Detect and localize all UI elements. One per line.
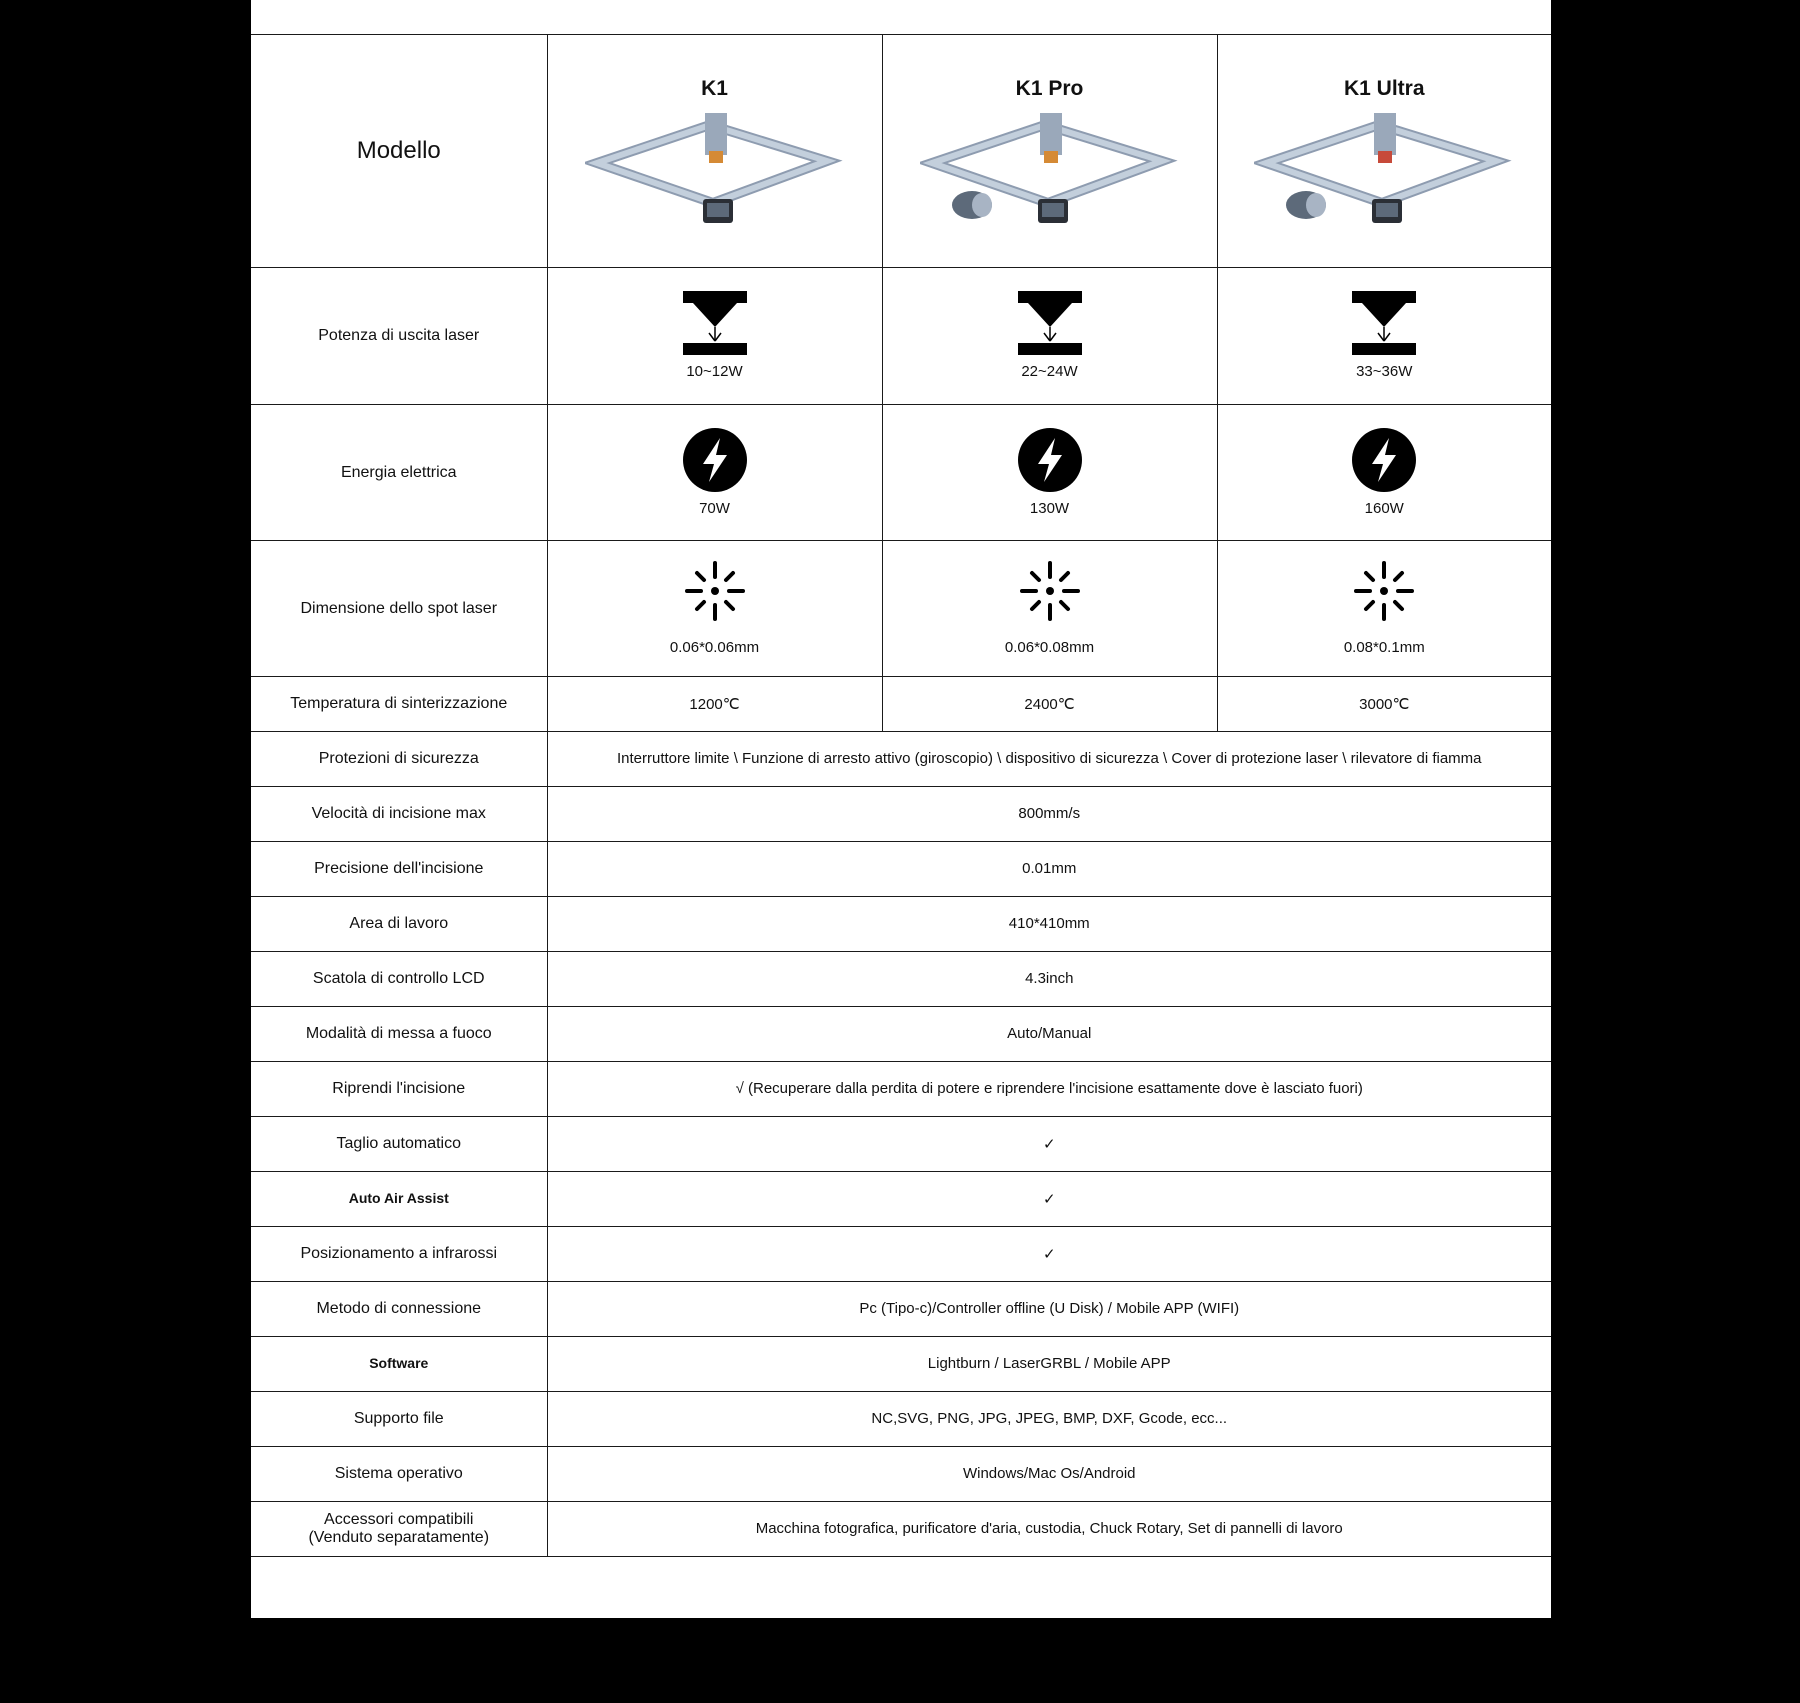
power-k1pro-cell	[882, 268, 1217, 405]
laser-beam-icon	[1352, 291, 1416, 355]
model-row	[251, 35, 1551, 268]
accessories-value: Macchina fotografica, purificatore d'aria, custodia, Chuck Rotary, Set di pannelli di lavoro	[755, 1520, 1343, 1537]
spec-label: Taglio automatico	[336, 1135, 461, 1152]
lightning-bolt-icon	[1352, 428, 1416, 492]
model-label: Modello	[356, 137, 441, 164]
energy-label-cell	[251, 405, 547, 541]
spec-row	[251, 1062, 1551, 1117]
check-mark: ✓	[1042, 1135, 1056, 1153]
spec-value: Pc (Tipo-c)/Controller offline (U Disk) / Mobile APP (WIFI)	[859, 1300, 1240, 1317]
spot-label: Dimensione dello spot laser	[300, 599, 498, 617]
laser-engraver-k1-image	[585, 111, 845, 231]
accessories-row	[251, 1502, 1551, 1557]
spec-label: Velocità di incisione max	[311, 805, 486, 822]
spec-row	[251, 1392, 1551, 1447]
accessories-label-line1: Accessori compatibili	[324, 1511, 474, 1528]
spec-label: Protezioni di sicurezza	[318, 750, 479, 767]
power-label-cell	[251, 268, 547, 405]
energy-k1-cell	[547, 405, 882, 541]
lightning-bolt-icon	[683, 428, 747, 492]
energy-label: Energia elettrica	[340, 463, 457, 481]
model-k1ultra-cell	[1217, 35, 1551, 268]
spec-value: 800mm/s	[1018, 805, 1081, 822]
spec-comparison-table	[251, 34, 1551, 1557]
spec-value: 0.01mm	[1022, 860, 1077, 877]
temp-k1pro-cell	[882, 677, 1217, 732]
temp-row	[251, 677, 1551, 732]
power-value-k1: 10~12W	[686, 363, 743, 380]
spec-row	[251, 732, 1551, 787]
spec-row	[251, 787, 1551, 842]
spec-row	[251, 897, 1551, 952]
energy-k1pro-cell	[882, 405, 1217, 541]
model-k1pro-cell	[882, 35, 1217, 268]
spec-row	[251, 1282, 1551, 1337]
model-name-k1pro: K1 Pro	[1015, 77, 1084, 100]
spec-value: Windows/Mac Os/Android	[962, 1465, 1136, 1482]
energy-row	[251, 405, 1551, 541]
spot-k1pro-cell	[882, 541, 1217, 677]
laser-beam-icon	[683, 291, 747, 355]
temp-label: Temperatura di sinterizzazione	[290, 695, 508, 712]
energy-k1ultra-cell	[1217, 405, 1551, 541]
spot-row	[251, 541, 1551, 677]
check-mark: ✓	[1042, 1190, 1056, 1208]
power-k1ultra-cell	[1217, 268, 1551, 405]
spec-label: Posizionamento a infrarossi	[300, 1245, 498, 1262]
spec-value: NC,SVG, PNG, JPG, JPEG, BMP, DXF, Gcode, ecc...	[871, 1410, 1228, 1427]
spec-label: Riprendi l'incisione	[332, 1080, 466, 1097]
energy-value-k1ultra: 160W	[1364, 499, 1404, 517]
spec-value: Auto/Manual	[1007, 1025, 1092, 1042]
spec-label: Software	[369, 1355, 429, 1371]
lightning-bolt-icon	[1018, 428, 1082, 492]
temp-k1-cell	[547, 677, 882, 732]
spec-row	[251, 842, 1551, 897]
laser-engraver-k1pro-image	[920, 111, 1180, 231]
spec-row	[251, 1227, 1551, 1282]
spec-label: Sistema operativo	[334, 1465, 463, 1482]
spec-value: Interruttore limite \ Funzione di arresto attivo (giroscopio) \ dispositivo di sicurezza \ Cover di protezione laser \ rilevatore di fiamma	[616, 750, 1482, 767]
spec-value: Lightburn / LaserGRBL / Mobile APP	[927, 1355, 1171, 1372]
power-value-k1pro: 22~24W	[1021, 363, 1078, 380]
spec-value: 410*410mm	[1008, 915, 1090, 932]
spec-label: Area di lavoro	[349, 915, 449, 932]
laser-engraver-k1ultra-image	[1254, 111, 1514, 231]
spec-label: Auto Air Assist	[348, 1190, 449, 1206]
spec-value: 4.3inch	[1025, 970, 1074, 987]
spot-value-k1: 0.06*0.06mm	[669, 638, 760, 656]
model-label-cell	[251, 35, 547, 268]
temp-k1ultra-cell	[1217, 677, 1551, 732]
accessories-label-line2: (Venduto separatamente)	[308, 1529, 490, 1546]
model-name-k1ultra: K1 Ultra	[1343, 77, 1425, 100]
spec-label: Metodo di connessione	[316, 1300, 482, 1317]
spot-label-cell	[251, 541, 547, 677]
temp-label-cell	[251, 677, 547, 732]
temp-value-k1ultra: 3000℃	[1359, 695, 1410, 713]
spec-label: Precisione dell'incisione	[314, 860, 484, 877]
spec-row	[251, 1007, 1551, 1062]
energy-value-k1: 70W	[699, 499, 730, 517]
accessories-label-cell	[251, 1502, 547, 1557]
laser-beam-icon	[1018, 291, 1082, 355]
laser-spot-icon	[1354, 561, 1414, 621]
spec-row	[251, 1172, 1551, 1227]
temp-value-k1pro: 2400℃	[1024, 695, 1075, 713]
temp-value-k1: 1200℃	[689, 695, 740, 713]
check-mark: ✓	[1042, 1245, 1056, 1263]
power-row	[251, 268, 1551, 405]
model-k1-cell	[547, 35, 882, 268]
laser-spot-icon	[685, 561, 745, 621]
spec-value: √ (Recuperare dalla perdita di potere e riprendere l'incisione esattamente dove è lasciato fuori)	[735, 1080, 1363, 1097]
spec-row	[251, 1337, 1551, 1392]
spec-row	[251, 1117, 1551, 1172]
spec-row	[251, 1447, 1551, 1502]
spot-k1ultra-cell	[1217, 541, 1551, 677]
power-label: Potenza di uscita laser	[318, 327, 480, 344]
spot-value-k1ultra: 0.08*0.1mm	[1343, 638, 1425, 656]
spec-label: Modalità di messa a fuoco	[305, 1025, 492, 1042]
spec-label: Supporto file	[353, 1410, 444, 1427]
accessories-value-cell	[547, 1502, 1551, 1557]
power-k1-cell	[547, 268, 882, 405]
power-value-k1ultra: 33~36W	[1356, 363, 1413, 380]
laser-spot-icon	[1020, 561, 1080, 621]
model-name-k1: K1	[701, 77, 728, 100]
energy-value-k1pro: 130W	[1029, 499, 1070, 517]
comparison-sheet	[251, 0, 1551, 1618]
spot-value-k1pro: 0.06*0.08mm	[1004, 638, 1095, 656]
spec-label: Scatola di controllo LCD	[312, 970, 485, 987]
spot-k1-cell	[547, 541, 882, 677]
spec-row	[251, 952, 1551, 1007]
